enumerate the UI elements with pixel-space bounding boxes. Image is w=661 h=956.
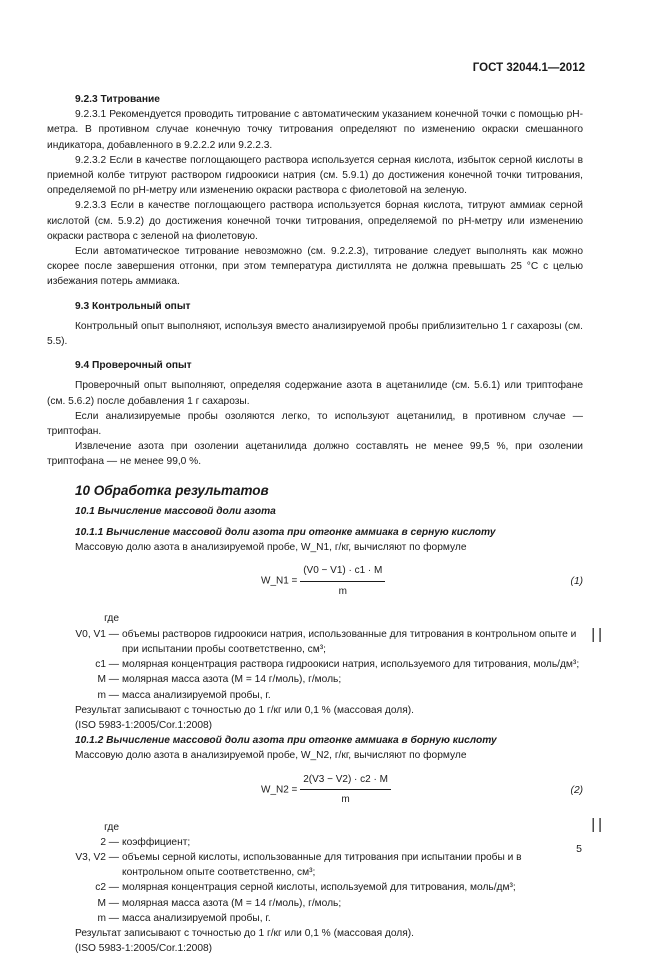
legend-text: молярная масса азота (M = 14 г/моль), г/моль; [122,674,342,686]
legend-text: масса анализируемой пробы, г. [122,689,271,701]
document-body [47,92,583,956]
paragraph-9-4-1: Проверочный опыт выполняют, определяя содержание азота в ацетанилиде (см. 5.6.1) или триптофане (см. 5.6.2) после добавления 1 г сахарозы. [47,380,583,407]
legend-text: объемы серной кислоты, использованные для титрования при испытании пробы и в контрольном опыте соответственно, см³; [122,851,522,879]
page-number: 5 [576,843,582,855]
legend-symbol: m — [97,689,119,701]
formula-2-lhs: W_N2 = [261,783,298,795]
formula-1-denominator: m [338,585,347,597]
legend-symbol: M — [97,674,119,686]
legend-symbol: V0, V1 — [75,628,119,640]
formula-2 [47,770,583,814]
change-bars-1: || [591,626,605,643]
legend-symbol: c2 — [95,882,119,894]
legend-symbol: c1 — [95,659,119,671]
legend-where: где [104,613,119,625]
formula-2-fraction [300,772,391,807]
formula-1-legend [47,611,583,702]
paragraph-9-4-2: Если анализируемые пробы озоляются легко, то используют ацетанилид, в противном случае — триптофан. [47,410,583,438]
legend-text: масса анализируемой пробы, г. [122,912,271,924]
section-9-2-3-title: 9.2.3 Титрование [75,94,160,105]
formula-2-denominator: m [341,793,350,805]
legend-symbol: M — [97,897,119,909]
formula-1-numerator: (V0 − V1) · c1 · M [300,563,385,581]
standard-number: ГОСТ 32044.1—2012 [472,62,585,74]
legend-text: молярная концентрация раствора гидроокиси натрия, используемого для титрования, моль/дм³; [122,659,580,671]
formula-1-number: (1) [570,576,583,588]
legend-text: молярная масса азота (M = 14 г/моль), г/моль; [122,897,342,909]
formula-1-intro: Массовую долю азота в анализируемой пробе, W_N1, г/кг, вычисляют по формуле [75,542,467,554]
section-10-1-2-title: 10.1.2 Вычисление массовой доли азота при отгонке аммиака в борную кислоту [75,735,497,747]
paragraph-9-2-3-3: 9.2.3.3 Если в качестве поглощающего раствора используется борная кислота, титруют аммиак серной кислотой (см. 5.9.2) до достижения конечной точки титрования, определяемой по рН-метру или изменению окраски раствора с зеленой на фиолетовую. [47,200,583,242]
legend-text: объемы растворов гидроокиси натрия, использованные для титрования в контрольном опыте и при испытании пробы соответственно, см³; [122,628,577,655]
change-bars-2: || [591,816,605,833]
legend-text: коэффициент; [122,836,191,848]
formula-1 [47,561,583,605]
result-precision-2: Результат записывают с точностью до 1 г/кг или 0,1 % (массовая доля). [75,927,414,939]
legend-text: молярная концентрация серной кислоты, используемой для титрования, моль/дм³; [122,882,516,894]
formula-1-lhs: W_N1 = [261,575,298,587]
legend-symbol: V3, V2 — [75,851,119,863]
legend-symbol: m — [97,912,119,924]
paragraph-9-2-3-2: 9.2.3.2 Если в качестве поглощающего раствора используется серная кислота, избыток серной кислоты в приемной колбе титруют раствором гидроокиси натрия (см. 5.9.1) до достижения конечной точки титрования, определяемой по рН-метру или изменению окраски раствора с фиолетовой на зеленую. [47,154,583,197]
legend-symbol: 2 — [100,836,119,848]
result-precision-1: Результат записывают с точностью до 1 г/кг или 0,1 % (массовая доля). [75,704,414,716]
formula-2-numerator: 2(V3 − V2) · c2 · M [300,772,391,790]
paragraph-9-3: Контрольный опыт выполняют, используя вместо анализируемой пробы приблизительно 1 г сахарозы (см. 5.5). [47,320,583,348]
section-9-3-title: 9.3 Контрольный опыт [75,300,191,312]
formula-2-intro: Массовую долю азота в анализируемой пробе, W_N2, г/кг, вычисляют по формуле [75,750,467,762]
iso-reference-2: (ISO 5983-1:2005/Cor.1:2008) [75,943,213,955]
legend-where: где [104,821,119,833]
section-9-4-title: 9.4 Проверочный опыт [75,360,192,372]
iso-reference-1: (ISO 5983-1:2005/Cor.1:2008) [75,719,213,731]
section-10-1-title: 10.1 Вычисление массовой доли азота [75,505,276,517]
paragraph-9-2-3-1: 9.2.3.1 Рекомендуется проводить титрование с автоматическим указанием конечной точки с помощью рН-метра. В противном случае конечную точку титрования определяют по изменению окраски смешанного индикатора, добавленного в 9.2.2.2 или 9.2.2.3. [47,109,583,151]
formula-1-fraction [300,563,385,598]
section-10-1-1-title: 10.1.1 Вычисление массовой доли азота при отгонке аммиака в серную кислоту [75,527,496,539]
paragraph-9-4-3: Извлечение азота при озолении ацетанилида должно составлять не менее 99,5 %, при озолении триптофана — не менее 99,0 %. [47,441,583,468]
paragraph-auto-titration: Если автоматическое титрование невозможно (см. 9.2.2.3), титрование следует выполнять как можно скорее после завершения отгонки, при этом температура дистиллята не должна превышать 25 °С с целью избежания потерь аммиака. [47,246,583,288]
formula-2-number: (2) [570,784,583,796]
section-10-title: 10 Обработка результатов [75,482,269,498]
formula-2-legend [47,820,583,926]
